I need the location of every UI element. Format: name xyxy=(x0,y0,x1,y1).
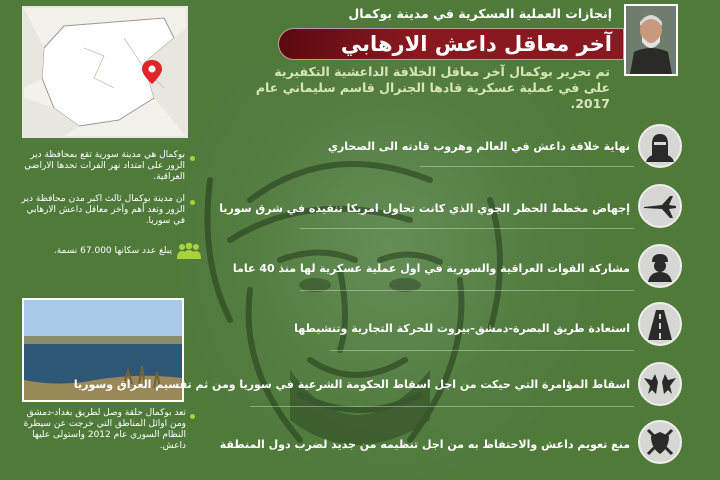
divider xyxy=(330,350,634,351)
achievement-item-1: نهاية خلافة داعش في العالم وهروب قادته الى الصحاري xyxy=(327,140,630,153)
commander-photo xyxy=(624,4,678,76)
divider xyxy=(300,228,634,229)
location-map xyxy=(22,6,188,138)
portrait-thumbnail-icon xyxy=(626,6,676,74)
soldier-icon xyxy=(640,246,680,286)
bullet-dot xyxy=(190,200,195,205)
achievement-item-4: استعادة طريق البصرة-دمشق-بيروت للحركة التجارية وتنشيطها xyxy=(294,322,630,335)
achievement-item-6: منع تعويم داعش والاحتفاظ به من اجل تنظيمه من جديد لضرب دول المنطقة xyxy=(219,438,630,451)
achievement-icon-3 xyxy=(638,244,682,288)
achievement-icon-4 xyxy=(638,302,682,346)
masked-fighter-icon xyxy=(640,126,680,166)
achievement-icon-1 xyxy=(638,124,682,168)
achievement-item-3: مشاركة القوات العراقية والسورية في اول عملية عسكرية لها منذ 40 عاما xyxy=(232,262,630,275)
population-text: يبلغ عدد سكانها 67.000 نسمة. xyxy=(53,246,172,256)
achievement-icon-2 xyxy=(638,184,682,228)
bullet-dot xyxy=(190,414,195,419)
bullet-dot xyxy=(190,156,195,161)
divider xyxy=(300,290,634,291)
achievement-item-2: إجهاض مخطط الحظر الجوي الذي كانت تحاول امريكا تنفيذه في شرق سوريا xyxy=(219,202,630,215)
achievement-icon-6 xyxy=(638,420,682,464)
eagles-icon xyxy=(640,364,680,404)
shield-swords-icon xyxy=(640,422,680,462)
intro-text: تم تحرير بوكمال آخر معاقل الخلافة الداعشية التكفيرية على في عملية عسكرية قادها الجنرال قاسم سليماني عام 2017. xyxy=(255,64,610,111)
fact-city-rank: ان مدينة بوكمال ثالث اكبر مدن محافظة دير الزور وتعد أهم وآخر معاقل داعش الارهابي في سوريا. xyxy=(21,194,185,226)
road-icon xyxy=(640,304,680,344)
fighter-jet-icon xyxy=(640,186,680,226)
subtitle: إنجازات العملية العسكرية في مدينة بوكمال xyxy=(348,6,612,21)
achievement-item-5: اسقاط المؤامرة التي حيكت من اجل اسقاط الحكومة الشرعية في سوريا ومن ثم تقسيم العراق وسوريا xyxy=(73,378,630,391)
people-icon xyxy=(176,242,202,260)
photo-caption: تعد بوكمال حلقة وصل لطريق بغداد-دمشق ومن اوائل المناطق التي خرجت عن سيطرة النظام السوري عام 2012 واستولى عليها داعش. xyxy=(23,408,186,451)
fact-location: بوكمال هي مدينة سورية تقع بمحافظة دير الزور على امتداد نهر الفرات تحدها الاراضي العراقية. xyxy=(24,150,185,182)
achievement-icon-5 xyxy=(638,362,682,406)
page-title: آخر معاقل داعش الارهابي xyxy=(340,32,612,56)
divider xyxy=(420,166,634,167)
syria-map-icon xyxy=(24,8,186,136)
divider xyxy=(250,406,634,407)
